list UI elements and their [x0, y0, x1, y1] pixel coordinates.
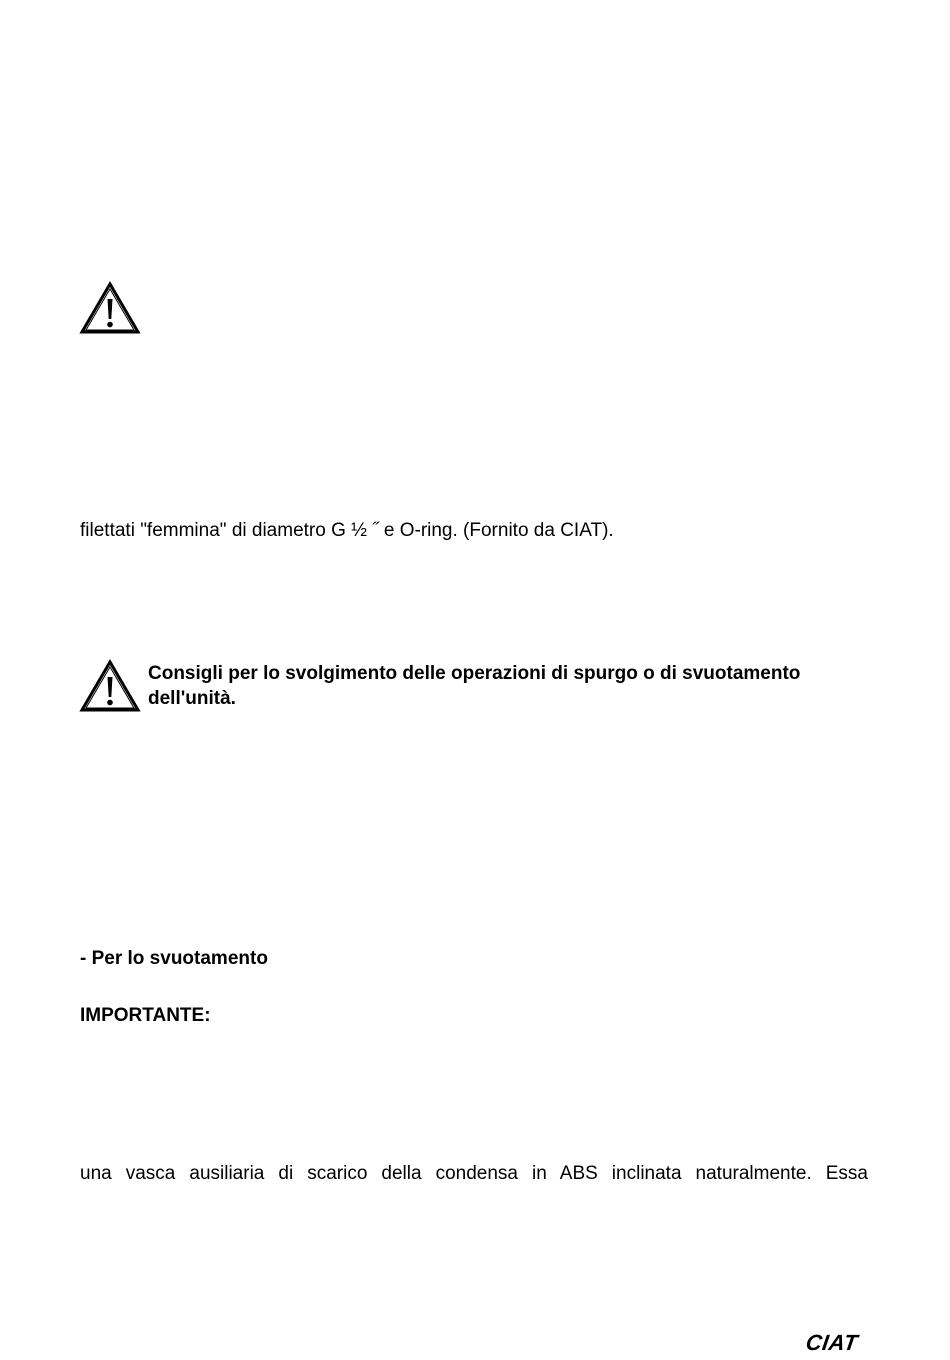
important-label: IMPORTANTE:: [80, 1005, 211, 1026]
ciat-logo: CIAT: [804, 1330, 860, 1355]
vasca-text: una vasca ausiliaria di scarico della condensa in ABS inclinata naturalmente. Essa: [80, 1163, 868, 1184]
warning-heading-line2: dell'unità.: [148, 688, 236, 709]
warning-heading-line1: Consigli per lo svolgimento delle operazioni di spurgo o di svuotamento: [148, 663, 801, 684]
warning-triangle-icon: [79, 281, 141, 335]
warning-heading: [148, 661, 878, 711]
warning-triangle-icon: [79, 659, 141, 713]
section-heading-svuotamento: - Per lo svuotamento: [80, 948, 268, 969]
connectors-text: filettati "femmina" di diametro G ½ ˝ e O-ring. (Fornito da CIAT).: [80, 520, 614, 541]
